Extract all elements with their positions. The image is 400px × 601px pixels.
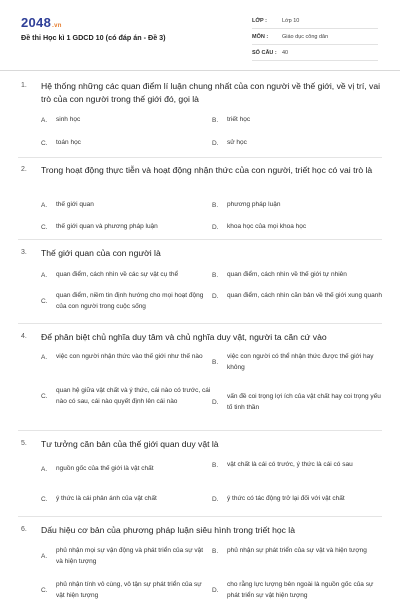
option-a[interactable] bbox=[41, 464, 211, 475]
option-text: quan điểm, cách nhìn về thế giới tự nhiên bbox=[227, 271, 347, 278]
question-text: Thế giới quan của con người là bbox=[41, 248, 161, 258]
option-c[interactable] bbox=[41, 222, 211, 233]
option-c[interactable] bbox=[41, 386, 211, 407]
question-number: 3. bbox=[21, 249, 27, 256]
option-text: phủ nhận tính vô cùng, vô tận sự phát triển của sự vật hiện tượng bbox=[56, 581, 202, 599]
meta-key: LỚP : bbox=[252, 17, 267, 24]
question-number: 4. bbox=[21, 333, 27, 340]
option-text: thế giới quan và phương pháp luận bbox=[56, 223, 158, 230]
option-text: sử học bbox=[227, 139, 247, 146]
site-logo[interactable] bbox=[21, 15, 62, 30]
option-letter: B. bbox=[212, 359, 219, 366]
option-text: phương pháp luận bbox=[227, 201, 281, 208]
option-text: quan điểm, niềm tin định hướng cho mọi hoạt động của con người trong cuộc sống bbox=[56, 292, 204, 310]
option-letter: A. bbox=[41, 116, 48, 124]
option-letter: D. bbox=[212, 223, 219, 231]
meta-value: 40 bbox=[282, 49, 289, 56]
question-text: Dấu hiệu cơ bản của phương pháp luận siêu hình trong triết học là bbox=[41, 525, 295, 535]
option-letter: A. bbox=[41, 201, 48, 209]
option-text: quan điểm, cách nhìn về các sự vật cụ thể bbox=[56, 271, 179, 278]
option-letter: D. bbox=[212, 139, 219, 147]
option-c[interactable] bbox=[41, 580, 211, 601]
option-letter: C. bbox=[41, 139, 48, 147]
option-text: vật chất là cái có trước, ý thức là cái có sau bbox=[227, 461, 353, 468]
question-divider bbox=[18, 239, 382, 240]
option-c[interactable] bbox=[41, 138, 211, 149]
option-text: khoa học của mọi khoa học bbox=[227, 223, 307, 230]
option-letter: A. bbox=[41, 353, 48, 361]
option-text: việc con người có thể nhận thức được thế giới hay không bbox=[227, 353, 374, 371]
meta-value: Lớp 10 bbox=[282, 17, 300, 24]
option-letter: B. bbox=[212, 271, 219, 279]
option-d[interactable] bbox=[212, 494, 382, 505]
option-letter: A. bbox=[41, 465, 48, 473]
option-text: quan điểm, cách nhìn căn bản về thế giới xung quanh bbox=[227, 292, 382, 299]
meta-row-subject bbox=[252, 29, 378, 45]
question-number: 1. bbox=[21, 82, 27, 89]
meta-key: SỐ CÂU : bbox=[252, 49, 277, 56]
option-letter: B. bbox=[212, 461, 219, 469]
question-number: 5. bbox=[21, 440, 27, 447]
option-text: nguồn gốc của thế giới là vật chất bbox=[56, 465, 154, 472]
option-d[interactable] bbox=[212, 291, 382, 302]
option-a[interactable] bbox=[41, 115, 211, 126]
question-number: 6. bbox=[21, 526, 27, 533]
option-letter: D. bbox=[212, 399, 219, 406]
option-b[interactable] bbox=[212, 352, 382, 373]
question-divider bbox=[18, 516, 382, 517]
question-divider bbox=[18, 323, 382, 324]
option-letter: A. bbox=[41, 271, 48, 279]
option-b[interactable] bbox=[212, 270, 382, 281]
option-text: triết học bbox=[227, 116, 251, 123]
option-text: vấn đề coi trọng lợi ích của vật chất hay coi trọng yếu tố tinh thần bbox=[227, 393, 381, 411]
question-divider bbox=[18, 157, 382, 158]
option-letter: C. bbox=[41, 223, 48, 231]
question-divider bbox=[18, 430, 382, 431]
logo-suffix: .vn bbox=[52, 23, 62, 29]
option-letter: B. bbox=[212, 547, 219, 555]
option-b[interactable] bbox=[212, 460, 382, 471]
option-letter: B. bbox=[212, 201, 219, 209]
meta-key: MÔN : bbox=[252, 33, 269, 40]
question-text: Hệ thống những các quan điểm lí luận chung nhất của con người về thế giới, về vị trí, vai trò của con người trong thế giới đó, gọi là bbox=[41, 81, 381, 104]
option-letter: D. bbox=[212, 587, 219, 594]
option-letter: C. bbox=[41, 298, 48, 305]
option-letter: C. bbox=[41, 393, 48, 400]
option-a[interactable] bbox=[41, 352, 211, 363]
option-text: sinh học bbox=[56, 116, 81, 123]
logo-main: 2048 bbox=[21, 15, 52, 30]
option-letter: B. bbox=[212, 116, 219, 124]
option-c[interactable] bbox=[41, 494, 211, 505]
option-text: quan hệ giữa vật chất và ý thức, cái nào có trước, cái nào có sau, cái nào quyết định lên cái nào bbox=[56, 387, 211, 405]
option-d[interactable] bbox=[212, 392, 382, 413]
option-a[interactable] bbox=[41, 270, 211, 281]
option-text: ý thức có tác động trở lại đối với vật chất bbox=[227, 495, 345, 502]
option-letter: D. bbox=[212, 292, 219, 300]
option-b[interactable] bbox=[212, 200, 382, 211]
option-d[interactable] bbox=[212, 222, 382, 233]
option-text: toán học bbox=[56, 139, 81, 146]
option-letter: D. bbox=[212, 495, 219, 503]
document-title: Đề thi Học kì 1 GDCD 10 (có đáp án - Đề 3) bbox=[21, 33, 166, 42]
page-header bbox=[0, 0, 400, 62]
option-text: phủ nhận sự phát triển của sự vật và hiện tượng bbox=[227, 547, 367, 554]
option-d[interactable] bbox=[212, 138, 382, 149]
meta-value: Giáo dục công dân bbox=[282, 33, 329, 40]
option-letter: A. bbox=[41, 553, 48, 560]
option-letter: C. bbox=[41, 495, 48, 503]
question-text: Tư tưởng căn bản của thế giới quan duy vật là bbox=[41, 439, 219, 449]
option-b[interactable] bbox=[212, 546, 382, 557]
option-b[interactable] bbox=[212, 115, 382, 126]
option-a[interactable] bbox=[41, 546, 211, 567]
option-text: cho rằng lực lượng bên ngoài là nguồn gốc của sự phát triển sự vật hiện tượng bbox=[227, 581, 374, 599]
question-text: Để phân biệt chủ nghĩa duy tâm và chủ nghĩa duy vật, người ta căn cứ vào bbox=[41, 332, 327, 342]
meta-row-class bbox=[252, 13, 378, 29]
option-text: ý thức là cái phản ánh của vật chất bbox=[56, 495, 157, 502]
meta-table bbox=[252, 13, 378, 61]
option-text: phủ nhận mọi sự vận động và phát triển của sự vật và hiện tượng bbox=[56, 547, 204, 565]
header-divider bbox=[0, 70, 400, 71]
question-text: Trong hoạt động thực tiễn và hoạt động nhận thức của con người, triết học có vai trò là bbox=[41, 165, 373, 175]
meta-row-count bbox=[252, 45, 378, 61]
option-text: việc con người nhận thức vào thế giới như thế nào bbox=[56, 353, 203, 360]
option-letter: C. bbox=[41, 587, 48, 594]
option-text: thế giới quan bbox=[56, 201, 94, 208]
option-c[interactable] bbox=[41, 291, 211, 312]
option-a[interactable] bbox=[41, 200, 211, 211]
question-number: 2. bbox=[21, 166, 27, 173]
option-d[interactable] bbox=[212, 580, 382, 601]
